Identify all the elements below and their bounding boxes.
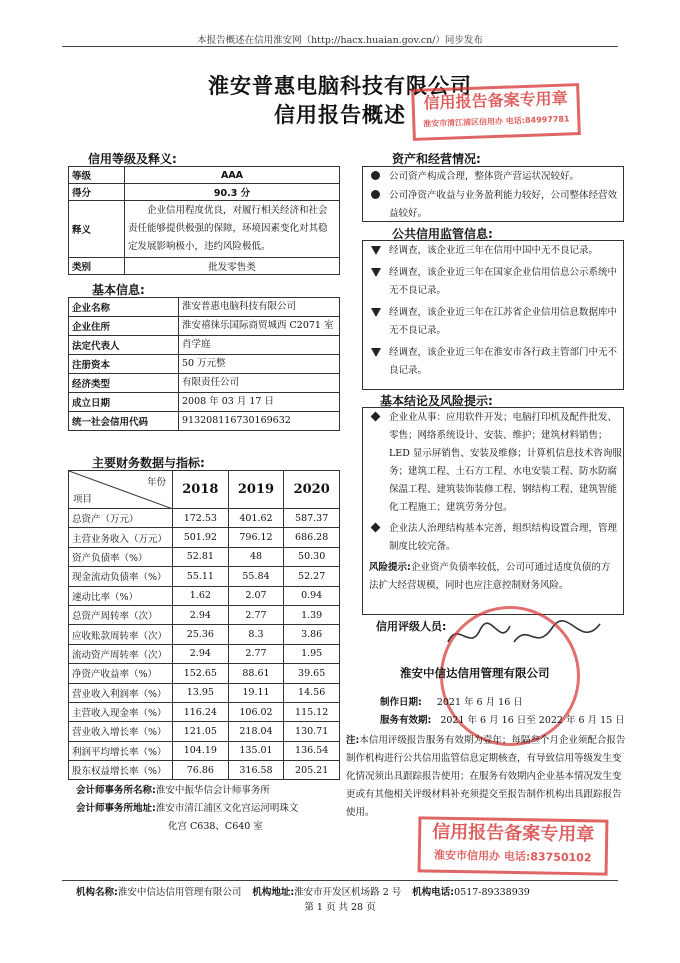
finance-value: 130.71 [284,722,340,741]
finance-item: 主营业务收入（万元） [69,528,173,547]
finance-value: 19.11 [228,683,284,702]
finance-value: 2.77 [228,605,284,624]
year-header: 2020 [284,471,340,509]
supervision-item-text: 经调查，该企业近三年在江苏省企业信用信息数据库中无不良记录。 [389,307,618,336]
basic-key: 企业名称 [69,298,179,317]
table-row [69,509,340,528]
corner-year-label: 年份 [146,477,166,488]
footer-phone-value: 0517-89338939 [454,887,530,898]
accounting-addr-value: 淮安市清江浦区文化宫运河明珠文 [155,803,299,814]
finance-value: 50.30 [284,547,340,566]
made-date-value: 2021 年 6 月 16 日 [436,697,523,708]
finance-value: 116.24 [173,702,229,721]
list-item [363,187,623,223]
finance-value: 48 [228,547,284,566]
table-row [69,722,340,741]
finance-corner [69,471,173,509]
assets-box [362,166,624,222]
valid-period-label: 服务有效期: [380,715,432,726]
rating-key: 等级 [69,167,125,184]
table-row [69,586,340,605]
basic-key: 经济类型 [69,374,179,393]
table-row [69,201,340,258]
raters-agency: 淮安中信达信用管理有限公司 [400,666,550,680]
basic-value: 淮安普惠电脑科技有限公司 [179,298,340,317]
finance-value: 55.11 [173,567,229,586]
assets-item-text: 公司资产构成合理，整体资产营运状况较好。 [389,171,580,182]
basic-key: 法定代表人 [69,336,179,355]
table-row [69,683,340,702]
table-row [69,664,340,683]
finance-value: 686.28 [284,528,340,547]
header-note: 本报告概述在信用淮安网（http://hacx.huaian.gov.cn/）同步发布 [197,35,483,46]
accounting-name-value: 淮安中振华信会计师事务所 [155,785,270,796]
finance-heading: 主要财务数据与指标: [92,456,205,470]
finance-item: 总资产（万元） [69,509,173,528]
basic-key: 成立日期 [69,393,179,412]
service-note [346,732,630,822]
table-row [69,317,340,336]
made-date-line [380,694,523,712]
footer-addr-label: 机构地址: [252,887,295,898]
table-row [69,355,340,374]
bullet-dot-icon [371,171,380,180]
table-row [69,167,340,184]
accounting-addr-line [76,800,298,818]
finance-value: 106.02 [228,702,284,721]
filing-stamp-top-line2: 淮安市清江浦区信用办 电话:84997781 [422,114,570,129]
risk-text: 企业资产负债率较低，公司可通过适度负债的方法扩大经营规模，同时也应注意控制财务风险。 [369,562,611,591]
finance-table [68,470,340,780]
finance-value: 14.56 [284,683,340,702]
finance-value: 218.04 [228,722,284,741]
filing-stamp-bottom-line2: 淮安市信用办 电话:83750102 [433,848,592,865]
rating-score: 90.3 分 [125,184,340,201]
finance-value: 587.37 [284,509,340,528]
footer-addr-value: 淮安市开发区机场路 2 号 [294,887,402,898]
list-item [363,409,623,517]
finance-value: 1.39 [284,605,340,624]
table-row [69,644,340,663]
rating-category: 批发零售类 [125,258,340,275]
rating-key: 释义 [69,201,125,258]
assets-heading: 资产和经营情况: [392,152,481,166]
conclusion-item-text: 企业法人治理结构基本完善，组织结构设置合理，管理制度比较完备。 [389,523,618,552]
bullet-triangle-icon [371,268,381,277]
bullet-diamond-icon [371,412,381,422]
list-item [363,264,623,300]
finance-value: 39.65 [284,664,340,683]
raters-label: 信用评级人员: [376,620,447,633]
rating-key: 类别 [69,258,125,275]
table-row [69,567,340,586]
assets-item-text: 公司净资产收益与业务盈利能力较好，公司整体经营效益较好。 [389,190,618,219]
basic-value: 有限责任公司 [179,374,340,393]
table-row [69,393,340,412]
finance-value: 115.12 [284,702,340,721]
basic-table [68,297,340,431]
footer-phone-label: 机构电话: [412,887,455,898]
finance-value: 135.01 [228,741,284,760]
finance-item: 流动资产周转率（次） [69,644,173,663]
bullet-triangle-icon [371,348,381,357]
finance-item: 营业收入利润率（%） [69,683,173,702]
risk-note [363,557,623,595]
accounting-addr-label: 会计师事务所地址: [76,803,156,814]
finance-item: 速动比率（%） [69,586,173,605]
list-item [363,520,623,556]
finance-value: 2.07 [228,586,284,605]
finance-item: 资产负债率（%） [69,547,173,566]
finance-item: 股东权益增长率（%） [69,761,173,780]
finance-value: 1.95 [284,644,340,663]
filing-stamp-bottom-line1: 信用报告备案专用章 [432,821,595,846]
finance-value: 3.86 [284,625,340,644]
made-date-label: 制作日期: [380,697,422,708]
basic-value: 2008 年 03 月 17 日 [179,393,340,412]
table-row [69,547,340,566]
finance-value: 796.12 [228,528,284,547]
year-header: 2018 [173,471,229,509]
finance-value: 52.27 [284,567,340,586]
finance-item: 净资产收益率（%） [69,664,173,683]
bullet-triangle-icon [371,246,381,255]
rating-grade: AAA [125,167,340,184]
finance-value: 172.53 [173,509,229,528]
finance-item: 主营收入现金率（%） [69,702,173,721]
supervision-item-text: 经调查，该企业近三年在国家企业信用信息公示系统中无不良记录。 [389,267,618,296]
finance-value: 501.92 [173,528,229,547]
report-title: 信用报告概述 [274,103,406,127]
finance-value: 13.95 [173,683,229,702]
rating-table [68,166,340,275]
company-title: 淮安普惠电脑科技有限公司 [208,74,472,98]
table-row [69,605,340,624]
basic-key: 企业住所 [69,317,179,336]
risk-label: 风险提示: [369,562,411,573]
accounting-name-label: 会计师事务所名称: [76,785,156,796]
table-row [69,625,340,644]
basic-value: 淮安禧徕乐国际商贸城西 C2071 室 [179,317,340,336]
rating-key: 得分 [69,184,125,201]
conclusion-heading: 基本结论及风险提示: [380,394,493,408]
year-header: 2019 [228,471,284,509]
finance-value: 152.65 [173,664,229,683]
finance-value: 205.21 [284,761,340,780]
footer-info [76,884,530,898]
corner-item-label: 项目 [73,494,93,505]
list-item [363,242,623,260]
finance-value: 401.62 [228,509,284,528]
table-row [69,298,340,317]
finance-value: 8.3 [228,625,284,644]
finance-value: 2.94 [173,644,229,663]
basic-value: 913208116730169632 [179,412,340,431]
finance-value: 136.54 [284,741,340,760]
finance-value: 88.61 [228,664,284,683]
finance-item: 营业收入增长率（%） [69,722,173,741]
basic-key: 注册资本 [69,355,179,374]
table-row [69,761,340,780]
list-item [363,168,623,186]
header-rule [62,46,618,47]
finance-value: 76.86 [173,761,229,780]
filing-stamp-top-line1: 信用报告备案专用章 [423,88,568,113]
finance-item: 总资产周转率（次） [69,605,173,624]
supervision-box [362,240,624,390]
basic-value: 50 万元整 [179,355,340,374]
finance-value: 55.84 [228,567,284,586]
page-number: 第 1 页 共 28 页 [304,902,376,913]
finance-value: 2.77 [228,644,284,663]
accounting-addr-line2: 化宫 C638、C640 室 [168,821,263,832]
service-note-label: 注: [346,735,360,746]
table-row [69,374,340,393]
finance-value: 0.94 [284,586,340,605]
finance-item: 应收账款周转率（次） [69,625,173,644]
rating-heading: 信用等级及释义: [88,152,177,166]
basic-value: 肖学庭 [179,336,340,355]
list-item [363,304,623,340]
basic-key: 统一社会信用代码 [69,412,179,431]
filing-stamp-bottom [418,816,609,875]
finance-value: 52.81 [173,547,229,566]
finance-value: 25.36 [173,625,229,644]
service-note-text: 本信用评级报告服务有效期为壹年；每隔叁个月企业须配合报告制作机构进行公共信用监管信息定期核查，有导致信用等级发生变化情况须出具跟踪报告使用；在服务有效期内企业基本情况发生变更或有其他相关评级材料补充须提交至报告制作机构出具跟踪报告使用。 [346,735,626,818]
finance-value: 104.19 [173,741,229,760]
accounting-name-line [76,782,270,800]
filing-stamp-top [411,83,581,141]
supervision-item-text: 经调查，该企业近三年在淮安市各行政主管部门中无不良记录。 [389,347,618,376]
table-row [69,702,340,721]
conclusion-box [362,407,624,615]
footer-org-label: 机构名称: [76,887,118,898]
rating-definition: 企业信用程度优良，对履行相关经济和社会责任能够提供极强的保障，环境因素变化对其稳定发展影响极小，违约风险极低。 [125,201,340,258]
list-item [363,344,623,380]
finance-item: 利润平均增长率（%） [69,741,173,760]
table-row [69,471,340,509]
finance-value: 2.94 [173,605,229,624]
supervision-heading: 公共信用监管信息: [392,227,493,241]
basic-heading: 基本信息: [92,283,145,297]
table-row [69,258,340,275]
finance-value: 1.62 [173,586,229,605]
table-row [69,528,340,547]
table-row [69,412,340,431]
table-row [69,741,340,760]
footer-rule [62,880,618,881]
valid-period-line [380,712,625,730]
bullet-diamond-icon [371,523,381,533]
table-row [69,336,340,355]
valid-period-value: 2021 年 6 月 16 日至 2022 年 6 月 15 日 [440,715,625,726]
finance-value: 316.58 [228,761,284,780]
table-row [69,184,340,201]
conclusion-item-text: 企业业从事：应用软件开发；电脑打印机及配件批发、零售；网络系统设计、安装、维护；建筑材料销售；LED 显示屏销售、安装及维修；计算机信息技术咨询服务；建筑工程、土石方工程、水电安装工程、防水防腐保温工程、建筑装饰装修工程、钢结构工程、建筑智能化工程施工；建筑劳务分包。 [389,412,622,513]
bullet-dot-icon [371,190,380,199]
finance-value: 121.05 [173,722,229,741]
supervision-item-text: 经调查，该企业近三年在信用中国中无不良记录。 [389,245,599,256]
footer-org-value: 淮安中信达信用管理有限公司 [117,887,242,898]
finance-item: 现金流动负债率（%） [69,567,173,586]
bullet-triangle-icon [371,308,381,317]
